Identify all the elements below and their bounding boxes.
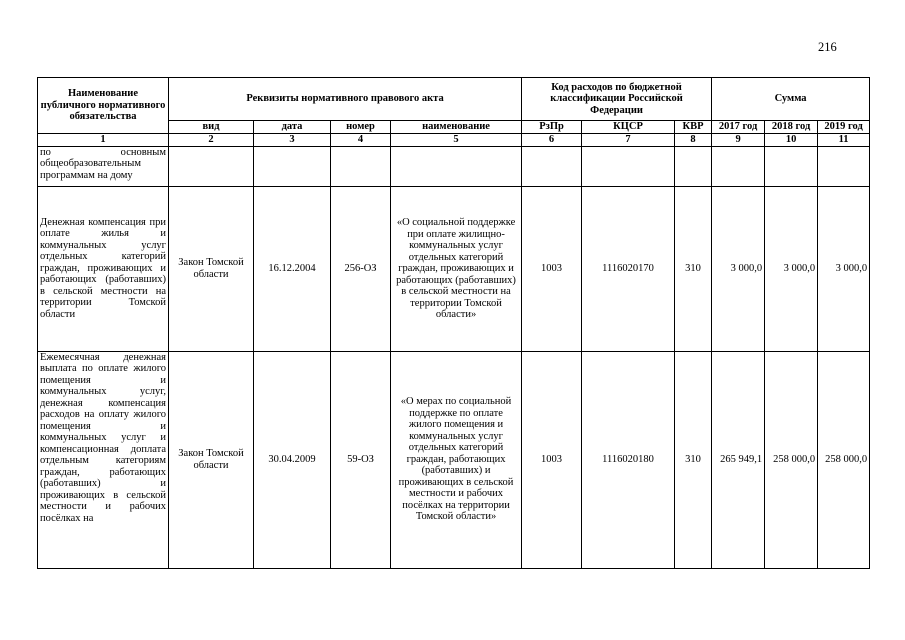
act-date: 16.12.2004 <box>254 186 331 351</box>
header-kcsr: КЦСР <box>582 121 675 134</box>
header-sum: Сумма <box>712 78 870 121</box>
header-legal-act: Реквизиты нормативного правового акта <box>169 78 522 121</box>
act-title: «О социальной поддержке при оплате жилищно-коммунальных услуг отдельных категорий граждан, проживающих и работающих (работавших) в сельской местности на территории Томской области» <box>391 186 522 351</box>
obligation-name: Ежемесячная денежная выплата по оплате жилого помещения и коммунальных услуг, денежная компенсация расходов на оплату жилого помещения и коммунальных услуг и компенсационная доплата отдельным категориям граждан, работающих (работавших) и проживающих в сельской местности и рабочих посёлках на <box>38 351 169 568</box>
col-number: 3 <box>254 133 331 146</box>
col-number: 9 <box>712 133 765 146</box>
kcsr-code <box>582 146 675 186</box>
act-title <box>391 146 522 186</box>
column-numbers-row <box>38 133 870 146</box>
obligations-table <box>37 77 870 569</box>
sum-2017: 265 949,1 <box>712 351 765 568</box>
table-row <box>38 351 870 568</box>
act-kind: Закон Томской области <box>169 351 254 568</box>
sum-2017 <box>712 146 765 186</box>
col-number: 7 <box>582 133 675 146</box>
kvr-code <box>675 146 712 186</box>
sum-2018: 3 000,0 <box>765 186 818 351</box>
header-kvr: КВР <box>675 121 712 134</box>
col-number: 2 <box>169 133 254 146</box>
col-number: 10 <box>765 133 818 146</box>
header-2017: 2017 год <box>712 121 765 134</box>
act-title: «О мерах по социальной поддержке по оплате жилого помещения и коммунальных услуг отдельных категорий граждан, работающих (работавших) и проживающих в сельской местности и рабочих посёлках на территории Томской области» <box>391 351 522 568</box>
col-number: 5 <box>391 133 522 146</box>
col-number: 8 <box>675 133 712 146</box>
header-2018: 2018 год <box>765 121 818 134</box>
col-number: 4 <box>331 133 391 146</box>
sum-2017: 3 000,0 <box>712 186 765 351</box>
act-number: 256-ОЗ <box>331 186 391 351</box>
header-number: номер <box>331 121 391 134</box>
header-kind: вид <box>169 121 254 134</box>
page-number: 216 <box>818 40 837 54</box>
table-row <box>38 186 870 351</box>
act-date: 30.04.2009 <box>254 351 331 568</box>
obligation-name: по основным общеобразовательным программам на дому <box>38 146 169 186</box>
kvr-code: 310 <box>675 186 712 351</box>
sum-2019: 258 000,0 <box>818 351 870 568</box>
kvr-code: 310 <box>675 351 712 568</box>
rzpr-code <box>522 146 582 186</box>
col-number: 11 <box>818 133 870 146</box>
header-2019: 2019 год <box>818 121 870 134</box>
header-name: Наименование публичного нормативного обязательства <box>38 78 169 134</box>
header-title: наименование <box>391 121 522 134</box>
kcsr-code: 1116020170 <box>582 186 675 351</box>
col-number: 6 <box>522 133 582 146</box>
sum-2018 <box>765 146 818 186</box>
sum-2019: 3 000,0 <box>818 186 870 351</box>
act-kind <box>169 146 254 186</box>
col-number: 1 <box>38 133 169 146</box>
rzpr-code: 1003 <box>522 351 582 568</box>
sum-2018: 258 000,0 <box>765 351 818 568</box>
table-row <box>38 146 870 186</box>
sum-2019 <box>818 146 870 186</box>
obligation-name: Денежная компенсация при оплате жилья и коммунальных услуг отдельных категорий граждан, проживающих и работающих (работавших) в сельской местности на территории Томской области <box>38 186 169 351</box>
rzpr-code: 1003 <box>522 186 582 351</box>
header-budget-code: Код расходов по бюджетной классификации Российской Федерации <box>522 78 712 121</box>
header-date: дата <box>254 121 331 134</box>
kcsr-code: 1116020180 <box>582 351 675 568</box>
act-number <box>331 146 391 186</box>
act-kind: Закон Томской области <box>169 186 254 351</box>
act-date <box>254 146 331 186</box>
header-rzpr: РзПр <box>522 121 582 134</box>
act-number: 59-ОЗ <box>331 351 391 568</box>
